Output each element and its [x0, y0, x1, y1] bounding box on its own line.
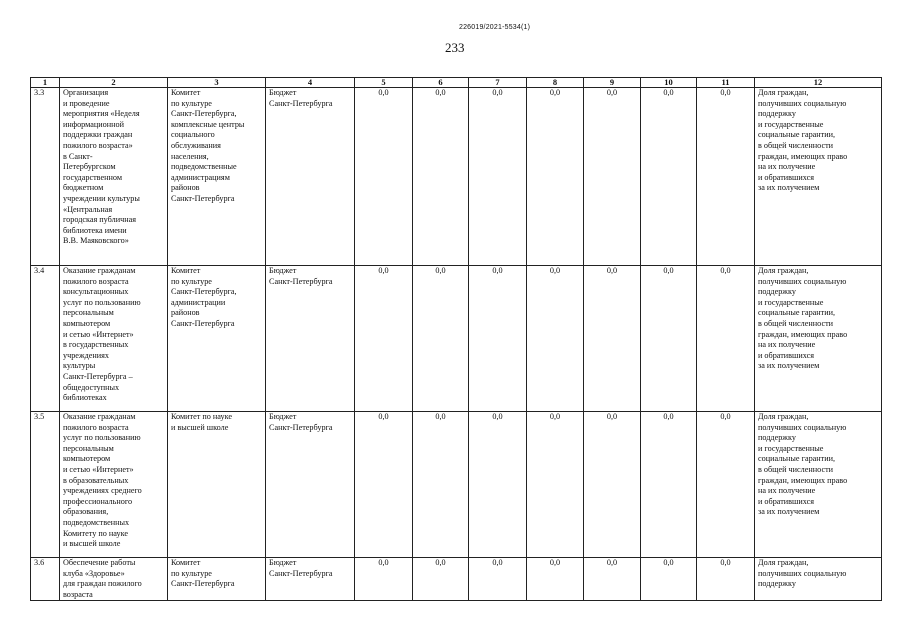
table-row [31, 266, 882, 412]
page-number: 233 [445, 40, 465, 55]
value-cell: 0,0 [355, 558, 413, 601]
funding-source-cell: Бюджет Санкт-Петербурга [266, 88, 355, 266]
value-cell: 0,0 [355, 412, 413, 558]
value-cell: 0,0 [697, 88, 755, 266]
value-cell: 0,0 [641, 266, 697, 412]
column-header: 7 [469, 78, 527, 88]
row-id: 3.5 [31, 412, 60, 558]
funding-source-cell: Бюджет Санкт-Петербурга [266, 266, 355, 412]
value-cell: 0,0 [584, 412, 641, 558]
value-cell: 0,0 [469, 266, 527, 412]
indicator-cell: Доля граждан, получивших социальную поддержку и государственные социальные гарантии, в общей численности граждан, имеющих право на их получение и обратившихся за их получением [755, 88, 882, 266]
row-id: 3.6 [31, 558, 60, 601]
indicator-cell: Доля граждан, получивших социальную поддержку и государственные социальные гарантии, в общей численности граждан, имеющих право на их получение и обратившихся за их получением [755, 412, 882, 558]
value-cell: 0,0 [584, 558, 641, 601]
executor-cell: Комитет по культуре Санкт-Петербурга, администрации районов Санкт-Петербурга [168, 266, 266, 412]
value-cell: 0,0 [641, 558, 697, 601]
executor-cell: Комитет по культуре Санкт-Петербурга, комплексные центры социального обслуживания населения, подведомственные администрациям районов Санкт-Петербурга [168, 88, 266, 266]
value-cell: 0,0 [641, 88, 697, 266]
value-cell: 0,0 [697, 412, 755, 558]
executor-cell: Комитет по культуре Санкт-Петербурга [168, 558, 266, 601]
value-cell: 0,0 [697, 558, 755, 601]
column-header: 2 [60, 78, 168, 88]
column-header: 6 [413, 78, 469, 88]
value-cell: 0,0 [355, 266, 413, 412]
value-cell: 0,0 [413, 558, 469, 601]
column-header: 12 [755, 78, 882, 88]
value-cell: 0,0 [413, 266, 469, 412]
value-cell: 0,0 [527, 412, 584, 558]
table-row [31, 558, 882, 601]
column-header: 9 [584, 78, 641, 88]
event-cell: Организация и проведение мероприятия «Неделя информационной поддержки граждан пожилого возраста» в Санкт- Петербургском государственном бюджетном учреждении культуры «Центральная городская публичная библиотека имени В.В. Маяковского» [60, 88, 168, 266]
event-cell: Оказание гражданам пожилого возраста услуг по пользованию персональным компьютером и сетью «Интернет» в образовательных учреждениях среднего профессионального образования, подведомственных Комитету по науке и высшей школе [60, 412, 168, 558]
funding-source-cell: Бюджет Санкт-Петербурга [266, 558, 355, 601]
value-cell: 0,0 [413, 412, 469, 558]
document-id: 226019/2021-5534(1) [459, 24, 531, 31]
value-cell: 0,0 [527, 88, 584, 266]
value-cell: 0,0 [527, 266, 584, 412]
value-cell: 0,0 [355, 88, 413, 266]
column-header: 3 [168, 78, 266, 88]
value-cell: 0,0 [469, 88, 527, 266]
executor-cell: Комитет по науке и высшей школе [168, 412, 266, 558]
value-cell: 0,0 [413, 88, 469, 266]
column-number-row [31, 78, 882, 88]
column-header: 4 [266, 78, 355, 88]
value-cell: 0,0 [527, 558, 584, 601]
row-id: 3.4 [31, 266, 60, 412]
column-header: 8 [527, 78, 584, 88]
column-header: 5 [355, 78, 413, 88]
indicator-cell: Доля граждан, получивших социальную поддержку [755, 558, 882, 601]
funding-source-cell: Бюджет Санкт-Петербурга [266, 412, 355, 558]
value-cell: 0,0 [697, 266, 755, 412]
table-row [31, 412, 882, 558]
value-cell: 0,0 [641, 412, 697, 558]
column-header: 10 [641, 78, 697, 88]
column-header: 1 [31, 78, 60, 88]
indicator-cell: Доля граждан, получивших социальную поддержку и государственные социальные гарантии, в общей численности граждан, имеющих право на их получение и обратившихся за их получением [755, 266, 882, 412]
event-cell: Оказание гражданам пожилого возраста консультационных услуг по пользованию персональным компьютером и сетью «Интернет» в государственных учреждениях культуры Санкт-Петербурга – общедоступных библиотеках [60, 266, 168, 412]
value-cell: 0,0 [584, 88, 641, 266]
event-cell: Обеспечение работы клуба «Здоровье» для граждан пожилого возраста [60, 558, 168, 601]
value-cell: 0,0 [469, 412, 527, 558]
column-header: 11 [697, 78, 755, 88]
programme-table [30, 77, 882, 601]
value-cell: 0,0 [469, 558, 527, 601]
value-cell: 0,0 [584, 266, 641, 412]
table-row [31, 88, 882, 266]
row-id: 3.3 [31, 88, 60, 266]
